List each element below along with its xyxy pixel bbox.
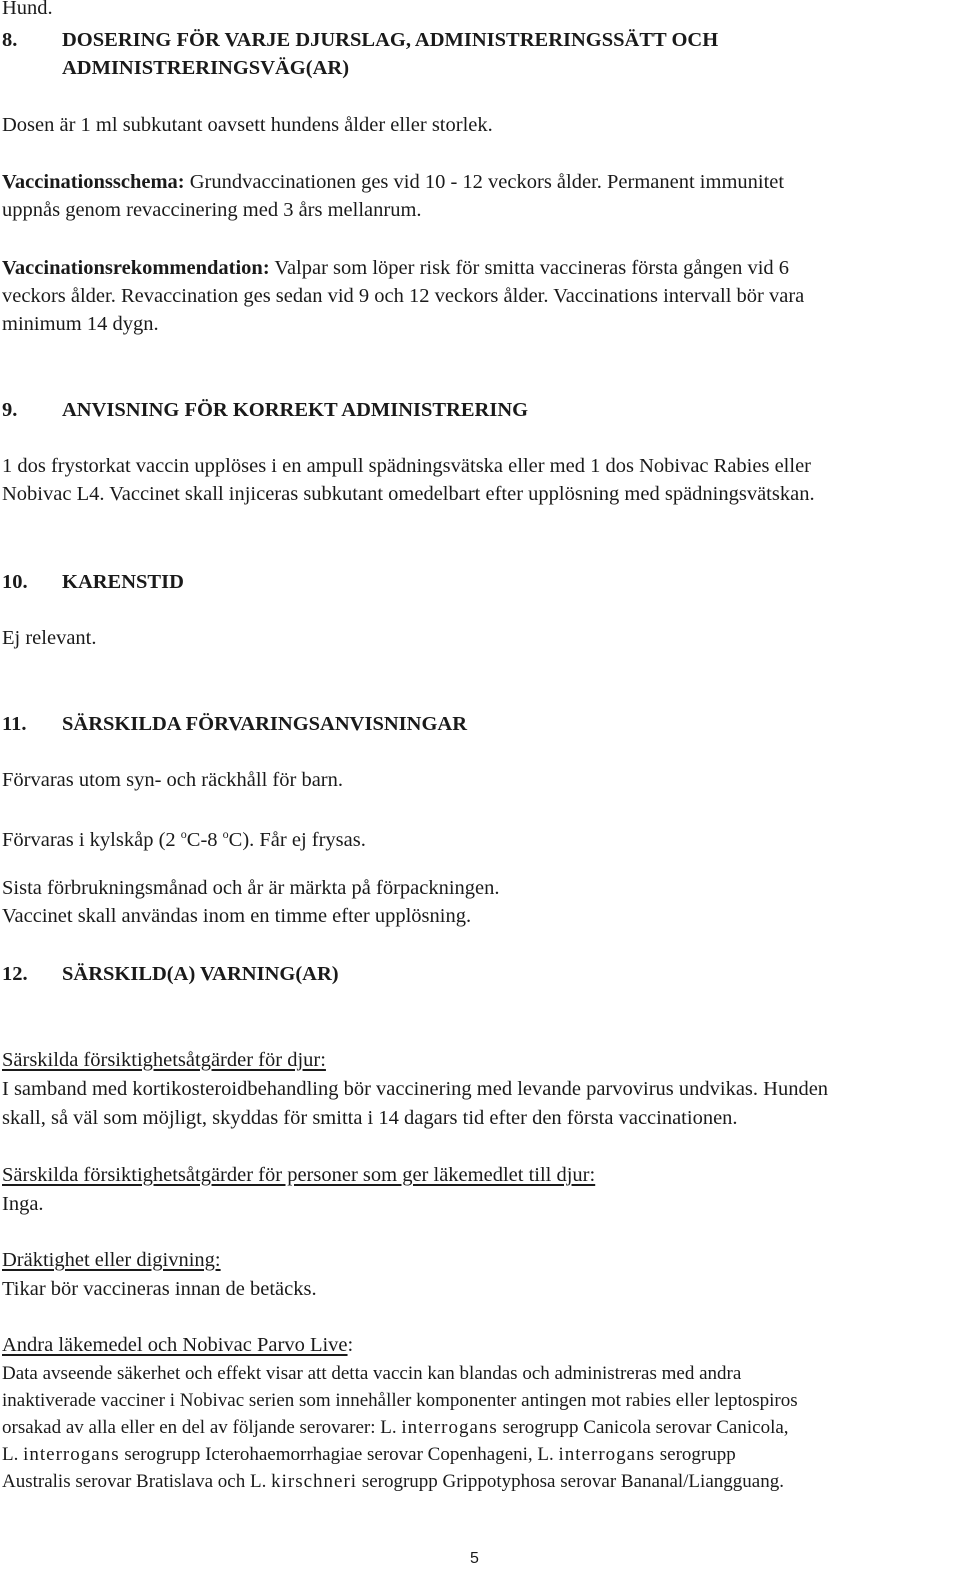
dose-text: Dosen är 1 ml subkutant oavsett hundens ålder eller storlek. (2, 114, 493, 136)
s11-line2 (2, 822, 366, 852)
andra-l5-a: Australis serovar Bratislava och L. (2, 1471, 272, 1492)
andra-l5-c: serogrupp Grippotyphosa serovar Bananal/Liangguang. (357, 1471, 784, 1492)
species-name: interrogans (558, 1444, 656, 1465)
rek-label: Vaccinationsrekommendation: (2, 257, 270, 279)
draktighet-text: Tikar bör vaccineras innan de betäcks. (2, 1278, 317, 1300)
section-11-number: 11. (2, 713, 27, 735)
species-name: interrogans (23, 1444, 120, 1465)
andra-heading (2, 1333, 353, 1357)
djur-line2: skall, så väl som möjligt, skyddas för smitta i 14 dagars tid efter den första vaccinationen. (2, 1107, 738, 1129)
schema-text-1: Grundvaccinationen ges vid 10 - 12 veckors ålder. Permanent immunitet (189, 171, 785, 193)
section-12-title: SÄRSKILD(A) VARNING(AR) (62, 963, 339, 985)
andra-line5 (2, 1470, 784, 1494)
andra-l3-a: orsakad av alla eller en del av följande serovarer: L. (2, 1417, 402, 1438)
schema-label: Vaccinationsschema: (2, 171, 185, 193)
rek-line1 (2, 256, 789, 280)
andra-l4-e: serogrupp (655, 1444, 736, 1465)
s10-text: Ej relevant. (2, 627, 97, 649)
s11-line4: Vaccinet skall användas inom en timme efter upplösning. (2, 905, 472, 927)
section-10-number: 10. (2, 571, 28, 593)
schema-line1 (2, 170, 784, 194)
s11-line1: Förvaras utom syn- och räckhåll för barn. (2, 769, 343, 791)
species-name: kirschneri (271, 1471, 358, 1492)
djur-line1: I samband med kortikosteroidbehandling bör vaccinering med levande parvovirus undvikas. Hunden (2, 1078, 829, 1100)
s11-line3: Sista förbrukningsmånad och år är märkta på förpackningen. (2, 877, 500, 899)
andra-l4-c: serogrupp Icterohaemorrhagiae serovar Copenhageni, L. (119, 1444, 559, 1465)
andra-l4-a: L. (2, 1444, 24, 1465)
section-11-title: SÄRSKILDA FÖRVARINGSANVISNINGAR (62, 713, 467, 735)
s11-l2-b: C-8 (186, 828, 223, 851)
page-fragment-text: Hund. (2, 0, 53, 19)
schema-line2: uppnås genom revaccinering med 3 års mellanrum. (2, 199, 422, 221)
andra-line4 (2, 1443, 736, 1467)
section-9-number: 9. (2, 399, 18, 421)
section-8-title-line2: ADMINISTRERINGSVÄG(AR) (62, 57, 350, 79)
andra-l3-c: serogrupp Canicola serovar Canicola, (497, 1417, 789, 1438)
draktighet-heading: Dräktighet eller digivning: (2, 1249, 221, 1271)
rek-line3: minimum 14 dygn. (2, 313, 159, 335)
species-name: interrogans (401, 1417, 498, 1438)
andra-line3 (2, 1416, 789, 1440)
andra-heading-text: Andra läkemedel och Nobivac Parvo Live (2, 1334, 348, 1356)
andra-line2: inaktiverade vacciner i Nobivac serien som innehåller komponenter antingen mot rabies eller leptospiros (2, 1390, 798, 1411)
section-8-title-line1: DOSERING FÖR VARJE DJURSLAG, ADMINISTRERINGSSÄTT OCH (62, 29, 719, 51)
andra-heading-colon: : (347, 1334, 354, 1356)
degree-sup-1: o (180, 827, 187, 841)
rek-text-1: Valpar som löper risk för smitta vaccineras första gången vid 6 (274, 257, 790, 279)
andra-line1: Data avseende säkerhet och effekt visar att detta vaccin kan blandas och administreras med andra (2, 1363, 742, 1384)
djur-heading: Särskilda försiktighetsåtgärder för djur: (2, 1049, 326, 1071)
personer-heading: Särskilda försiktighetsåtgärder för personer som ger läkemedlet till djur: (2, 1164, 596, 1186)
s9-line2: Nobivac L4. Vaccinet skall injiceras subkutant omedelbart efter upplösning med spädningsvätskan. (2, 483, 815, 505)
s11-l2-a: Förvaras i kylskåp (2 (2, 828, 181, 851)
rek-line2: veckors ålder. Revaccination ges sedan vid 9 och 12 veckors ålder. Vaccinations intervall bör vara (2, 285, 805, 307)
section-9-title: ANVISNING FÖR KORREKT ADMINISTRERING (62, 399, 529, 421)
s9-line1: 1 dos frystorkat vaccin upplöses i en ampull spädningsvätska eller med 1 dos Nobivac Rabies eller (2, 455, 811, 477)
degree-sup-2: o (222, 827, 229, 841)
section-8-number: 8. (2, 29, 18, 51)
s11-l2-c: C). Får ej frysas. (228, 828, 366, 851)
section-10-title: KARENSTID (62, 571, 184, 593)
section-12-number: 12. (2, 963, 28, 985)
page-number: 5 (470, 1550, 479, 1567)
personer-text: Inga. (2, 1193, 44, 1215)
